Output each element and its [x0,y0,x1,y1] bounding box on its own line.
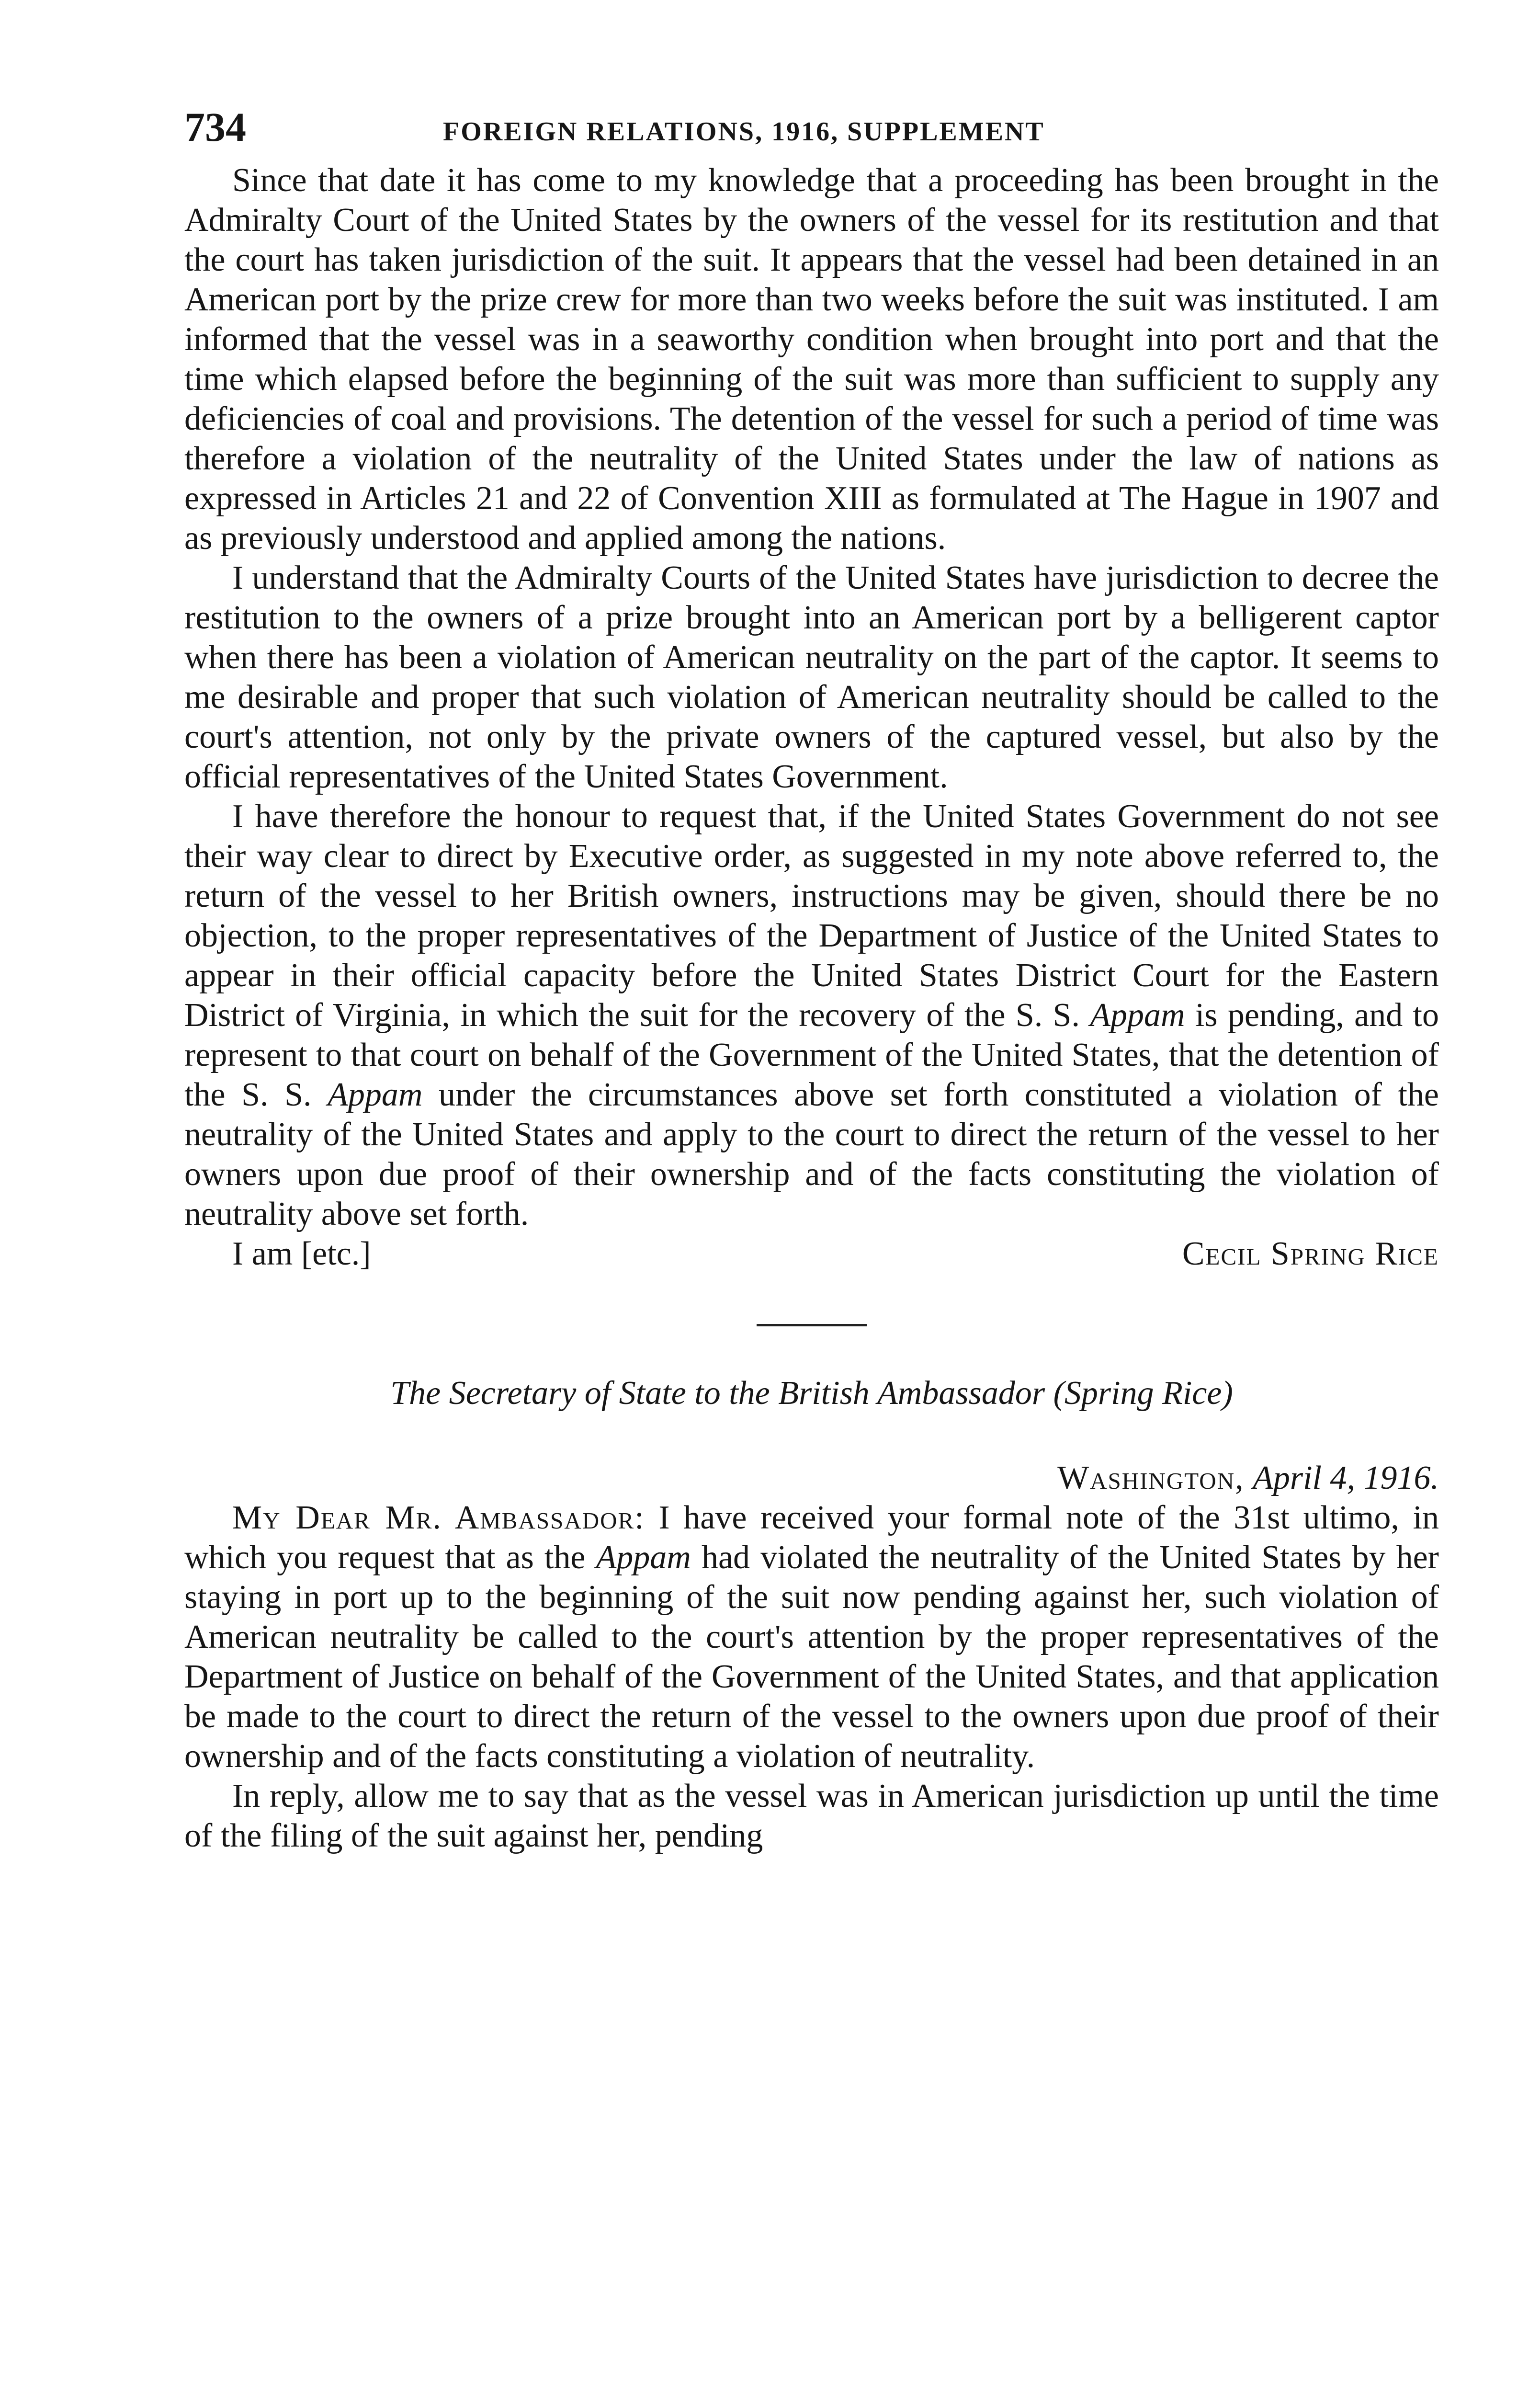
ship-name: Appam [1090,997,1185,1034]
running-title: FOREIGN RELATIONS, 1916, SUPPLEMENT [443,117,1045,147]
heading-name: Spring Rice [1064,1375,1222,1412]
paragraph-text: is pending, and to represent to that court on behalf of the Government of the United States, that the detention of the S. S. [184,997,1439,1113]
section-divider [757,1324,867,1326]
salutation: My Dear Mr. Ambassador: [232,1499,645,1536]
dateline-place: Washington, [1057,1460,1245,1496]
heading-text: The Secretary of State to the British Ambassador ( [390,1375,1064,1412]
paragraph-text: I have received your formal note of the 31st ultimo, in which you request that as the [184,1499,1439,1576]
complimentary-close: I am [etc.] [232,1235,371,1272]
paragraph [184,1498,1439,1776]
running-head [184,103,1439,160]
document-page [184,103,1439,1856]
dateline-date: April 4, 1916. [1253,1460,1439,1496]
letter-from-ambassador [184,160,1439,1274]
paragraph-text: I have therefore the honour to request that, if the United States Government do not see their way clear to direct by Executive order, as suggested in my note above referred to, the return of the vessel to her British owners, instructions may be given, should there be no objection, to the proper representatives of the Department of Justice of the United States to appear in their official capacity before the United States District Court for the Eastern District of Virginia, in which the suit for the recovery of the S. S. [184,798,1439,1034]
ship-name: Appam [328,1076,423,1113]
closing-line [184,1234,1439,1274]
document-heading [184,1374,1439,1413]
paragraph [184,797,1439,1234]
paragraph: I understand that the Admiralty Courts of the United States have jurisdiction to decree the restitution to the owners of a prize brought into an American port by a belligerent captor when there has been a violation of American neutrality on the part of the captor. It seems to me desirable and proper that such violation of American neutrality should be called to the court's attention, not only by the private owners of the captured vessel, but also by the official representatives of the United States Government. [184,559,1439,795]
heading-text: ) [1222,1375,1233,1412]
signature: Cecil Spring Rice [1182,1235,1439,1272]
paragraph: In reply, allow me to say that as the vessel was in American jurisdiction up until the time of the filing of the suit against her, pending [184,1778,1439,1854]
letter-from-secretary [184,1374,1439,1856]
paragraph-text: had violated the neutrality of the United States by her staying in port up to the beginning of the suit now pending against her, such violation of American neutrality be called to the court's attention by the proper representatives of the Department of Justice on behalf of the Government of the United States, and that application be made to the court to direct the return of the vessel to the owners upon due proof of their ownership and of the facts constituting a violation of neutrality. [184,1539,1439,1775]
paragraph-text: under the circumstances above set forth constituted a violation of the neutrality of the United States and apply to the court to direct the return of the vessel to her owners upon due proof of their ownership and of the facts constituting the violation of neutrality above set forth. [184,1076,1439,1232]
dateline [184,1458,1439,1498]
paragraph: Since that date it has come to my knowledge that a proceeding has been brought in the Admiralty Court of the United States by the owners of the vessel for its restitution and that the court has taken jurisdiction of the suit. It appears that the vessel had been detained in an American port by the prize crew for more than two weeks before the suit was instituted. I am informed that the vessel was in a seaworthy condition when brought into port and that the time which elapsed before the beginning of the suit was more than sufficient to supply any deficiencies of coal and provisions. The detention of the vessel for such a period of time was therefore a violation of the neutrality of the United States under the law of nations as expressed in Articles 21 and 22 of Convention XIII as formulated at The Hague in 1907 and as previously understood and applied among the nations. [184,162,1439,557]
ship-name: Appam [596,1539,691,1576]
page-number: 734 [184,104,246,150]
